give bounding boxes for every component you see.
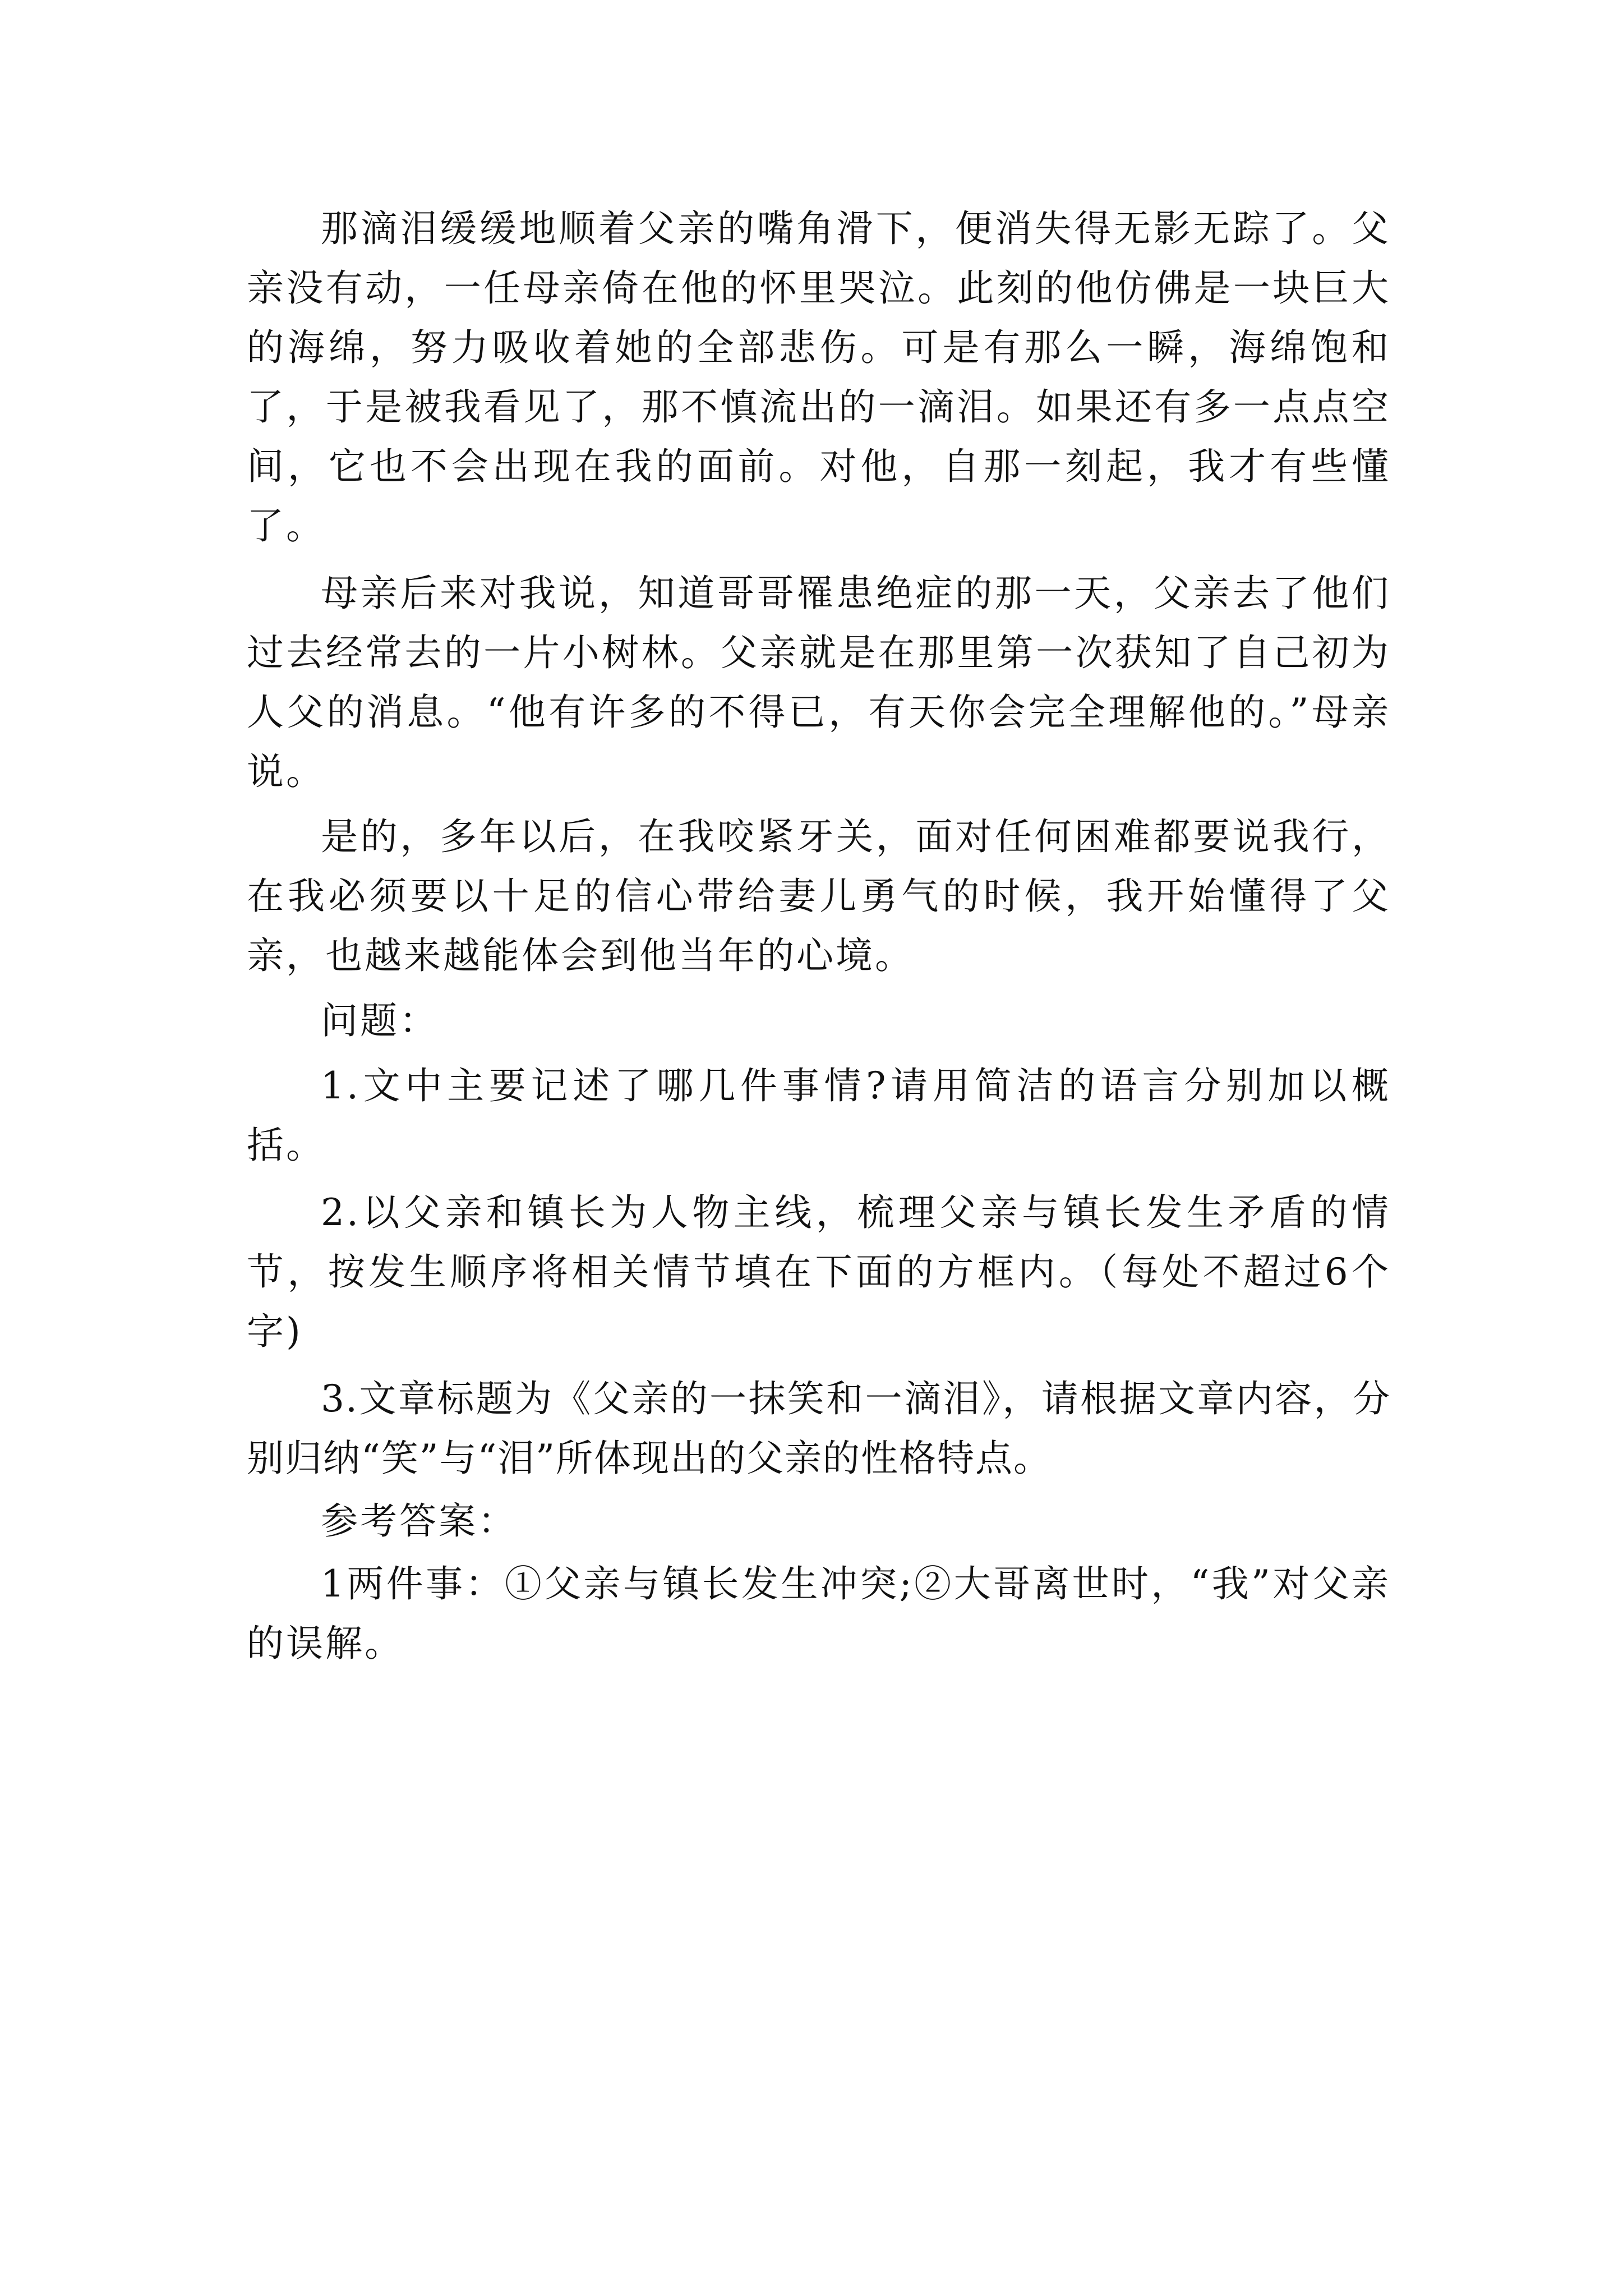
- question-2: 2.以父亲和镇长为人物主线，梳理父亲与镇长发生矛盾的情节，按发生顺序将相关情节填在下面的方框内。（每处不超过6个字): [247, 1191, 1391, 1353]
- answers-heading: 参考答案：: [321, 1499, 517, 1543]
- question-3: 3.文章标题为《父亲的一抹笑和一滴泪》，请根据文章内容，分别归纳“笑”与“泪”所体现出的父亲的性格特点。: [247, 1377, 1391, 1480]
- answer-1: 1两件事：①父亲与镇长发生冲突;②大哥离世时，“我”对父亲的误解。: [247, 1562, 1391, 1665]
- paragraph-tear: 那滴泪缓缓地顺着父亲的嘴角滑下，便消失得无影无踪了。父亲没有动，一任母亲倚在他的怀里哭泣。此刻的他仿佛是一块巨大的海绵，努力吸收着她的全部悲伤。可是有那么一瞬，海绵饱和了，于是被我看见了，那不慎流出的一滴泪。如果还有多一点点空间，它也不会出现在我的面前。对他，自那一刻起，我才有些懂了。: [247, 207, 1391, 547]
- paragraph-mother-recall: 母亲后来对我说，知道哥哥罹患绝症的那一天，父亲去了他们过去经常去的一片小树林。父亲就是在那里第一次获知了自己初为人父的消息。“他有许多的不得已，有天你会完全理解他的。”母亲说。: [247, 572, 1391, 793]
- document-page: [247, 199, 1391, 1673]
- questions-heading: 问题：: [321, 999, 439, 1042]
- question-1: 1.文中主要记述了哪几件事情?请用简洁的语言分别加以概括。: [247, 1064, 1391, 1167]
- paragraph-understanding: 是的，多年以后，在我咬紧牙关，面对任何困难都要说我行，在我必须要以十足的信心带给妻儿勇气的时候，我开始懂得了父亲，也越来越能体会到他当年的心境。: [247, 815, 1391, 977]
